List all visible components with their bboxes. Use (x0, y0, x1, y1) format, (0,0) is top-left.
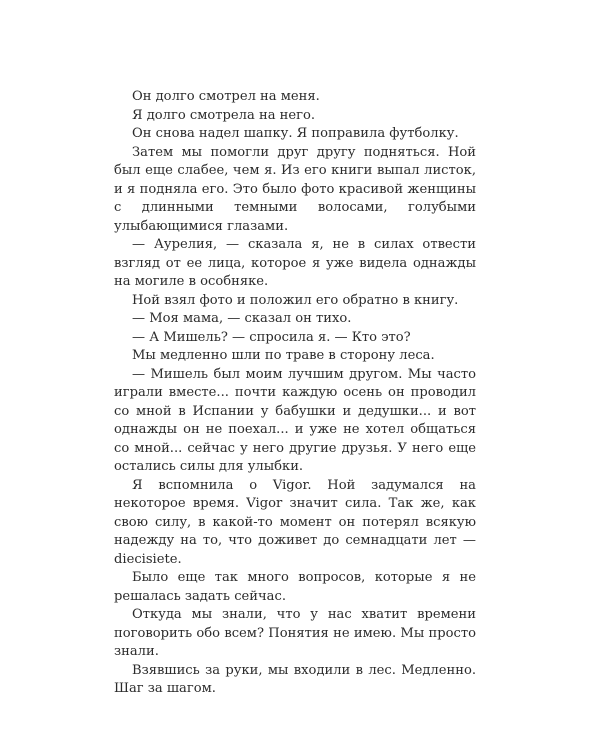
paragraph-7: — Моя мама, — сказал он тихо. (132, 311, 352, 326)
paragraph-2: Я долго смотрела на него. (132, 107, 316, 123)
paragraph-1: Он долго смотрел на меня. (132, 89, 320, 104)
body-text (114, 88, 476, 699)
paragraph-6: Ной взял фото и положил его обратно в книгу. (132, 292, 459, 308)
paragraph-10: — Мишель был моим лучшим другом. Мы часто играли вместе... почти каждую осень он проводил со мной в Испании у бабушки и дедушки... и вот однажды он не поехал... и уже не хотел общаться со мной... сейчас у него другие друзья. У него еще остались силы для улыбки. (114, 366, 476, 474)
paragraph-11: Я вспомнила о Vigor. Ной задумался на некоторое время. Vigor значит сила. Так же, как свою силу, в какой-то момент он потерял всякую надежду на то, что доживет до семнадцати лет — diecisiete. (114, 477, 476, 567)
paragraph-5: — Аурелия, — сказала я, не в силах отвести взгляд от ее лица, которое я уже видела однажды на могиле в особняке. (114, 237, 476, 289)
paragraph-12: Было еще так много вопросов, которые я не решалась задать сейчас. (114, 570, 476, 604)
paragraph-4: Затем мы помогли друг другу подняться. Ной был еще слабее, чем я. Из его книги выпал листок, и я подняла его. Это было фото красивой женщины с длинными темными волосами, голубыми улыбающимися глазами. (114, 144, 476, 234)
paragraph-8: — А Мишель? — спросила я. — Кто это? (132, 329, 411, 345)
paragraph-14: Взявшись за руки, мы входили в лес. Медленно. Шаг за шагом. (114, 662, 476, 696)
paragraph-3: Он снова надел шапку. Я поправила футболку. (132, 126, 459, 141)
paragraph-13: Откуда мы знали, что у нас хватит времени поговорить обо всем? Понятия не имею. Мы просто знали. (114, 607, 476, 659)
paragraph-9: Мы медленно шли по траве в сторону леса. (132, 348, 435, 363)
